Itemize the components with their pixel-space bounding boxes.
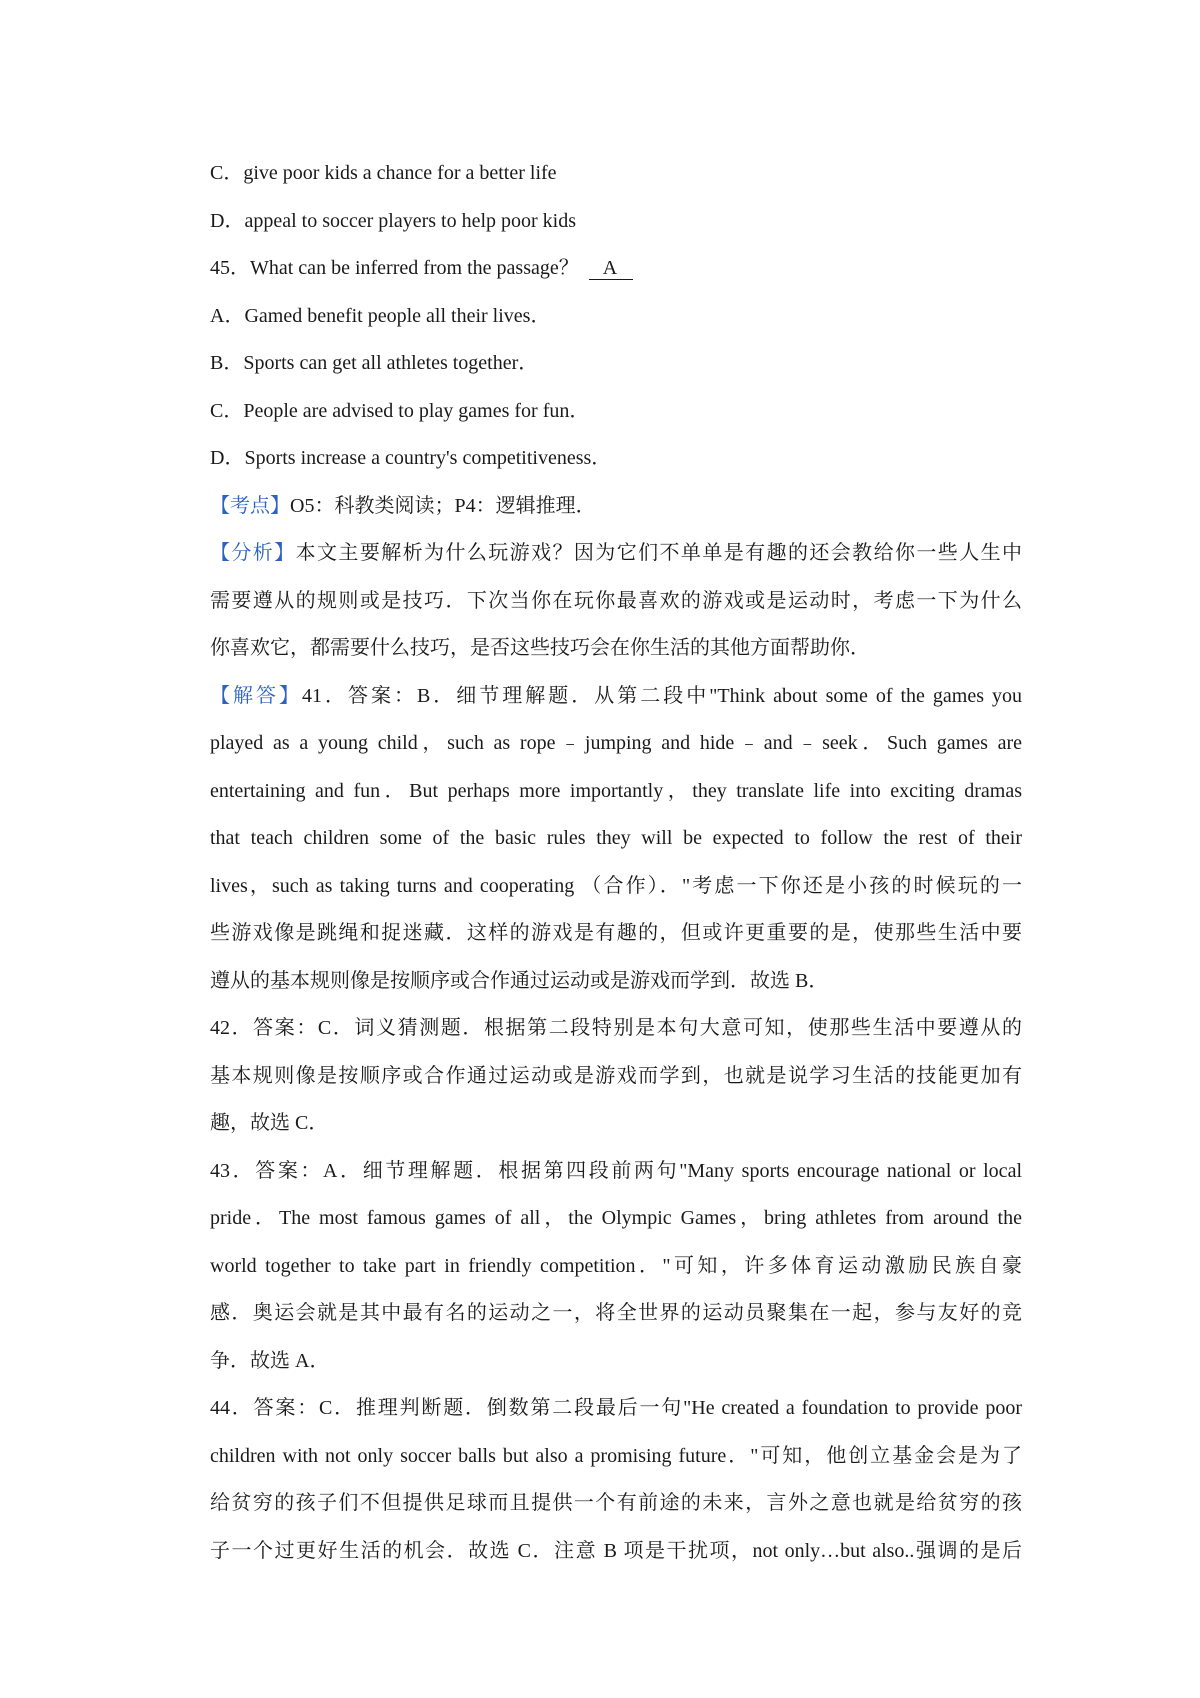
jieda-line: played as a young child，such as rope﹣jumping and hide﹣and﹣seek．Such games are bbox=[210, 732, 1022, 754]
jieda-line: 43．答案：A．细节理解题．根据第四段前两句"Many sports encourage national or local bbox=[210, 1159, 1022, 1182]
option-text: People are advised to play games for fun． bbox=[243, 399, 590, 422]
fenxi-text: 本文主要解析为什么玩游戏？因为它们不单单是有趣的还会教给你一些人生中 bbox=[295, 542, 1022, 564]
option-letter: A． bbox=[210, 304, 245, 327]
jieda-line: 基本规则像是按顺序或合作通过运动或是游戏而学到，也就是说学习生活的技能更加有 bbox=[210, 1064, 1022, 1087]
option-text: Gamed benefit people all their lives． bbox=[244, 304, 551, 327]
document-page bbox=[210, 150, 1022, 1575]
option-letter: C． bbox=[210, 162, 244, 184]
option-letter: D． bbox=[210, 209, 245, 232]
jieda-line: lives，such as taking turns and cooperating （合作）．"考虑一下你还是小孩的时候玩的一 bbox=[210, 874, 1022, 897]
q45-option-c bbox=[210, 388, 1022, 436]
fenxi-tag: 【分析】 bbox=[210, 542, 296, 564]
answer-blank: A bbox=[589, 257, 633, 280]
option-text: give poor kids a chance for a better life bbox=[243, 162, 557, 184]
q45-option-b bbox=[210, 340, 1022, 388]
jieda-line: 感．奥运会就是其中最有名的运动之一，将全世界的运动员聚集在一起，参与友好的竞 bbox=[210, 1302, 1022, 1324]
kaodian-line bbox=[210, 483, 1022, 531]
jieda-line: children with not only soccer balls but also a promising future．"可知，他创立基金会是为了 bbox=[210, 1444, 1022, 1467]
jieda-line: world together to take part in friendly competition．"可知，许多体育运动激励民族自豪 bbox=[210, 1254, 1022, 1277]
option-text: appeal to soccer players to help poor kids bbox=[244, 209, 577, 232]
jieda-line: pride．The most famous games of all，the Olympic Games，bring athletes from around the bbox=[210, 1207, 1022, 1229]
jieda-line: 遵从的基本规则像是按顺序或合作通过运动或是游戏而学到．故选 B． bbox=[210, 969, 829, 992]
jieda-line: that teach children some of the basic rules they will be expected to follow the rest of their bbox=[210, 827, 1022, 849]
q45-option-a bbox=[210, 293, 1022, 341]
jieda-line: 44．答案：C．推理判断题．倒数第二段最后一句"He created a foundation to provide poor bbox=[210, 1397, 1022, 1419]
kaodian-text: O5：科教类阅读；P4：逻辑推理． bbox=[290, 494, 596, 517]
fenxi-line: 你喜欢它，都需要什么技巧，是否这些技巧会在你生活的其他方面帮助你． bbox=[210, 637, 870, 659]
jieda-line: 些游戏像是跳绳和捉迷藏．这样的游戏是有趣的，但或许更重要的是，使那些生活中要 bbox=[210, 922, 1022, 944]
fenxi-line: 需要遵从的规则或是技巧．下次当你在玩你最喜欢的游戏或是运动时，考虑一下为什么 bbox=[210, 589, 1022, 612]
jieda-line: 子一个过更好生活的机会．故选 C．注意 B 项是干扰项，not only…but also..强调的是后 bbox=[210, 1539, 1022, 1562]
jieda-line bbox=[210, 673, 1022, 721]
jieda-line: 给贫穷的孩子们不但提供足球而且提供一个有前途的未来，言外之意也就是给贫穷的孩 bbox=[210, 1492, 1022, 1514]
jieda-line: 争．故选 A． bbox=[210, 1349, 330, 1372]
fenxi-line bbox=[210, 530, 1022, 578]
option-text: Sports can get all athletes together． bbox=[243, 352, 539, 374]
question-45-stem bbox=[210, 245, 1022, 293]
option-letter: C． bbox=[210, 399, 244, 422]
option-d-line bbox=[210, 198, 1022, 246]
jieda-line: entertaining and fun．But perhaps more importantly，they translate life into exciting dramas bbox=[210, 779, 1022, 802]
jieda-line: 趣，故选 C． bbox=[210, 1112, 329, 1134]
option-letter: D． bbox=[210, 447, 245, 469]
jieda-tag: 【解答】 bbox=[210, 684, 302, 707]
option-text: Sports increase a country's competitiveness． bbox=[244, 447, 612, 469]
jieda-text: 41．答案：B．细节理解题．从第二段中"Think about some of the games you bbox=[301, 684, 1022, 707]
q45-option-d bbox=[210, 435, 1022, 483]
kaodian-tag: 【考点】 bbox=[210, 494, 290, 517]
option-c-line bbox=[210, 150, 1022, 198]
option-letter: B． bbox=[210, 352, 244, 374]
question-stem-text: 45．What can be inferred from the passage？ bbox=[210, 257, 579, 279]
jieda-line: 42．答案：C．词义猜测题．根据第二段特别是本句大意可知，使那些生活中要遵从的 bbox=[210, 1017, 1022, 1039]
